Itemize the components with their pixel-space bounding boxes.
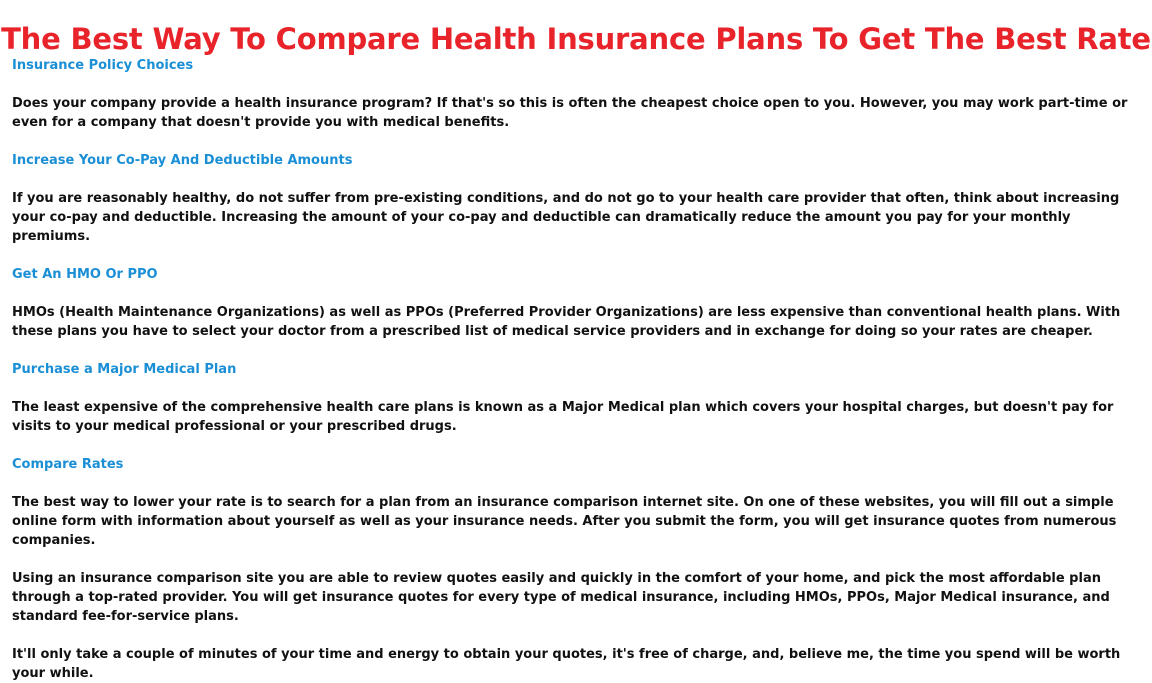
spacer [12, 626, 1148, 645]
spacer [12, 550, 1148, 569]
section-paragraph: Does your company provide a health insurance program? If that's so this is often the cheapest choice open to you. However, you may work part-time or even for a company that doesn't provide you with medical benefits. [12, 96, 1128, 130]
spacer [12, 284, 1148, 303]
spacer [12, 341, 1148, 360]
spacer [12, 436, 1148, 455]
spacer [12, 379, 1148, 398]
page-title: The Best Way To Compare Health Insurance Plans To Get The Best Rate [1, 22, 1151, 56]
spacer [12, 132, 1148, 151]
spacer [12, 246, 1148, 265]
section-heading-compare-rates: Compare Rates [12, 457, 124, 472]
article-body [12, 56, 1148, 683]
section-heading-hmo-ppo: Get An HMO Or PPO [12, 267, 158, 282]
spacer [12, 75, 1148, 94]
section-paragraph: If you are reasonably healthy, do not suffer from pre-existing conditions, and do not go to your health care provider that often, think about increasing your co-pay and deductible. Increasing the amount of your co-pay and deductible can dramatically reduce the amount you pay for your monthly premiums. [12, 191, 1120, 244]
section-heading-major-medical: Purchase a Major Medical Plan [12, 362, 237, 377]
section-paragraph: The least expensive of the comprehensive health care plans is known as a Major Medical plan which covers your hospital charges, but doesn't pay for visits to your medical professional or your prescribed drugs. [12, 400, 1114, 434]
section-paragraph: HMOs (Health Maintenance Organizations) as well as PPOs (Preferred Provider Organizations) are less expensive than conventional health plans. With these plans you have to select your doctor from a prescribed list of medical service providers and in exchange for doing so your rates are cheaper. [12, 305, 1121, 339]
spacer [12, 474, 1148, 493]
section-paragraph: Using an insurance comparison site you are able to review quotes easily and quickly in the comfort of your home, and pick the most affordable plan through a top-rated provider. You will get insurance quotes for every type of medical insurance, including HMOs, PPOs, Major Medical insurance, and standard fee-for-service plans. [12, 571, 1110, 624]
section-heading-increase-copay: Increase Your Co-Pay And Deductible Amounts [12, 153, 353, 168]
section-paragraph: The best way to lower your rate is to search for a plan from an insurance comparison internet site. On one of these websites, you will fill out a simple online form with information about yourself as well as your insurance needs. After you submit the form, you will get insurance quotes from numerous companies. [12, 495, 1117, 548]
section-paragraph: It'll only take a couple of minutes of your time and energy to obtain your quotes, it's free of charge, and, believe me, the time you spend will be worth your while. [12, 647, 1121, 681]
spacer [12, 170, 1148, 189]
section-heading-insurance-policy-choices: Insurance Policy Choices [12, 58, 194, 73]
